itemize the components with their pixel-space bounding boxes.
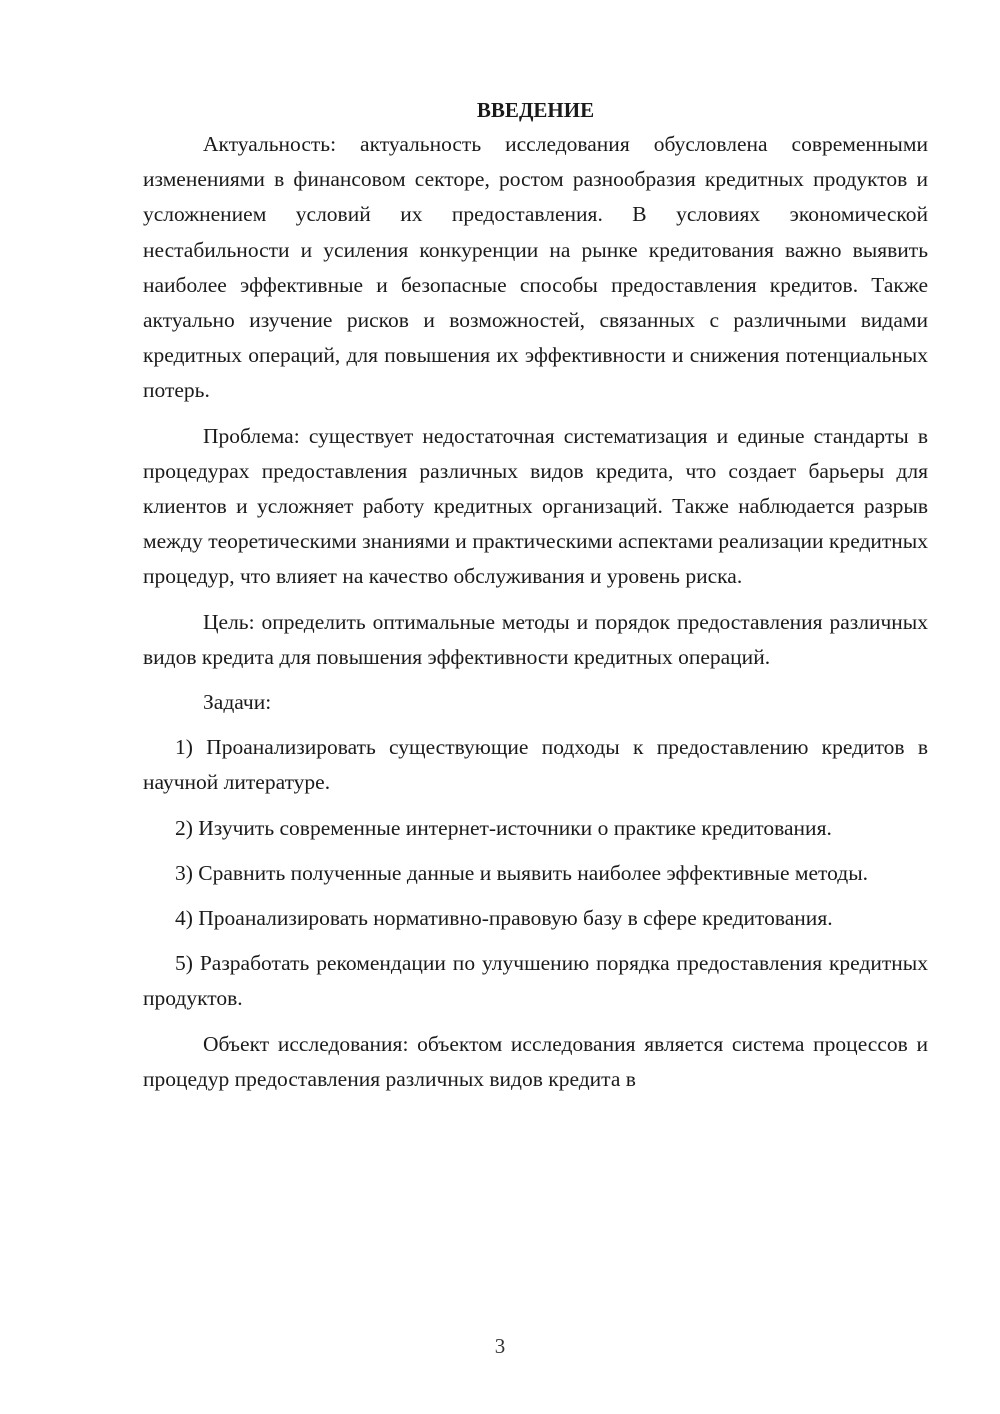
relevance-paragraph: Актуальность: актуальность исследования обусловлена современными изменениями в финансовом секторе, ростом разнообразия кредитных продуктов и усложнением условий их предоставления. В условиях экономической нестабильности и усиления конкуренции на рынке кредитования важно выявить наиболее эффективные и безопасные способы предоставления кредитов. Также актуально изучение рисков и возможностей, связанных с различными видами кредитных операций, для повышения их эффективности и снижения потенциальных потерь. (143, 132, 928, 403)
task-item-5: 5) Разработать рекомендации по улучшению порядка предоставления кредитных продуктов. (143, 951, 928, 1011)
task-item-4: 4) Проанализировать нормативно-правовую базу в сфере кредитования. (175, 906, 833, 931)
page-number: 3 (494, 1334, 506, 1358)
object-paragraph: Объект исследования: объектом исследования является система процессов и процедур предоставления различных видов кредита в (143, 1031, 928, 1091)
document-page (143, 95, 928, 1097)
problem-paragraph: Проблема: существует недостаточная систематизация и единые стандарты в процедурах предоставления различных видов кредита, что создает барьеры для клиентов и усложняет работу кредитных организаций. Также наблюдается разрыв между теоретическими знаниями и практическими аспектами реализации кредитных процедур, что влияет на качество обслуживания и уровень риска. (143, 423, 928, 589)
section-title: ВВЕДЕНИЕ (476, 98, 595, 122)
tasks-heading: Задачи: (203, 690, 272, 715)
task-item-1: 1) Проанализировать существующие подходы к предоставлению кредитов в научной литературе. (143, 735, 928, 795)
task-item-3: 3) Сравнить полученные данные и выявить наиболее эффективные методы. (175, 860, 869, 885)
task-item-2: 2) Изучить современные интернет-источники о практике кредитования. (175, 815, 832, 840)
goal-paragraph: Цель: определить оптимальные методы и порядок предоставления различных видов кредита для повышения эффективности кредитных операций. (143, 609, 928, 669)
